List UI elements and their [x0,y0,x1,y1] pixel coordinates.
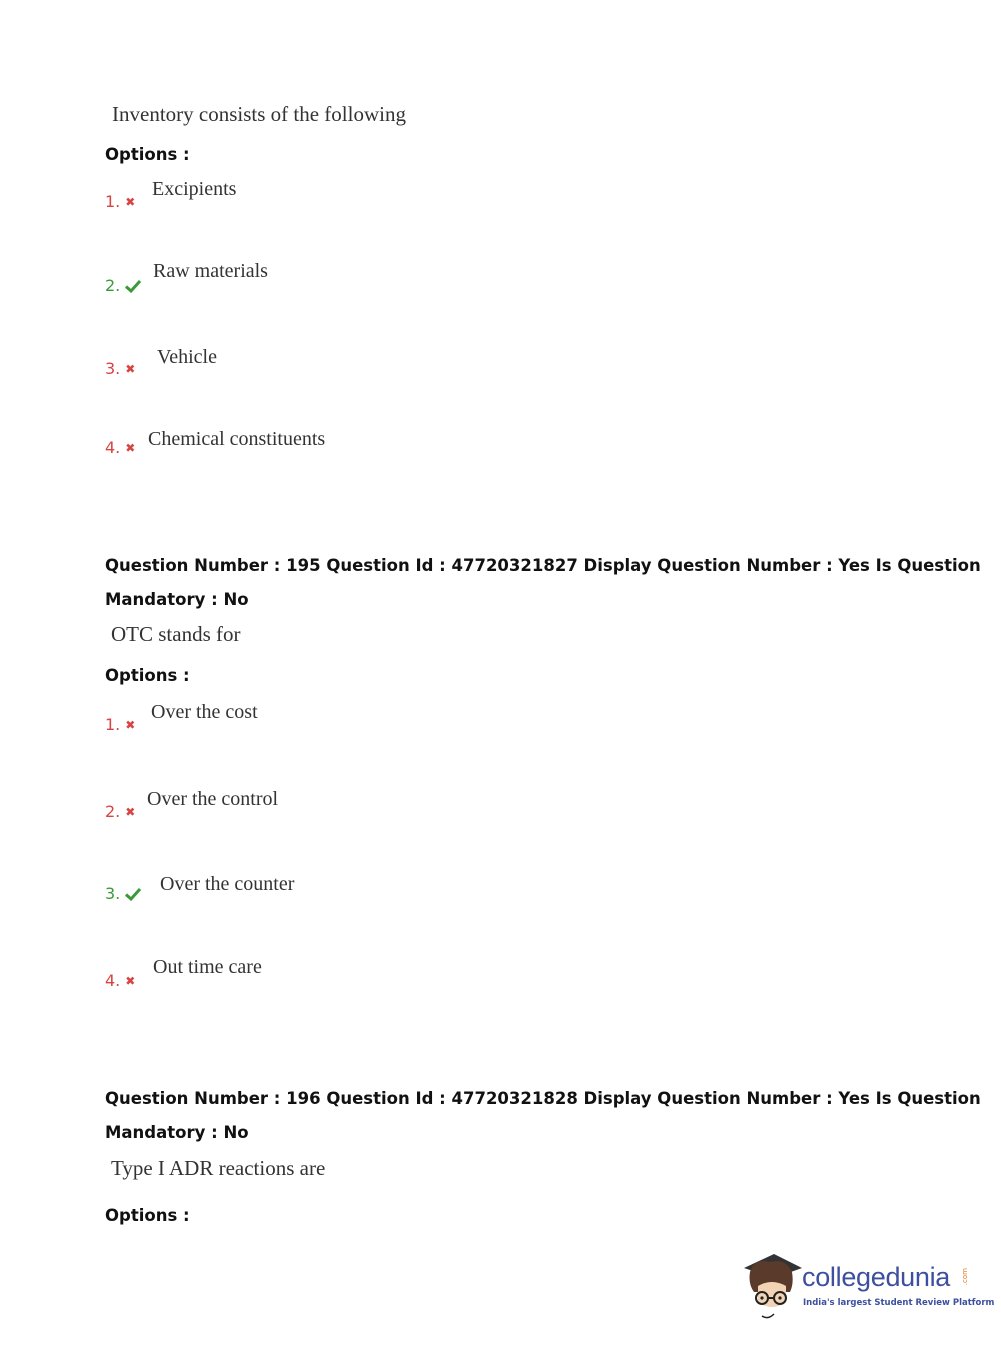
option-194-3-text: Vehicle [157,346,217,368]
option-number: 1. [105,715,121,734]
option-number: 4. [105,438,121,457]
option-194-2-marker [105,276,141,295]
option-194-4-text: Chemical constituents [148,428,326,450]
question-195-mandatory: Mandatory : No [105,590,249,609]
question-196-text: Type I ADR reactions are [111,1156,326,1180]
question-195-text: OTC stands for [111,622,241,646]
cross-icon: ✖ [125,361,136,376]
collegedunia-logo [740,1248,995,1320]
option-194-3-marker [105,359,135,378]
option-194-1-marker [105,192,135,211]
check-icon [125,279,141,293]
option-195-4-marker [105,971,135,990]
option-number: 3. [105,359,121,378]
options-label-194: Options : [105,145,190,164]
cross-icon: ✖ [125,194,136,209]
option-195-2-text: Over the control [147,788,279,810]
option-195-3-marker [105,884,141,903]
logo-wordmark: collegedunia [802,1262,951,1292]
question-194-text: Inventory consists of the following [112,102,406,126]
option-number: 4. [105,971,121,990]
option-195-4-text: Out time care [153,956,262,978]
logo-tagline: India's largest Student Review Platform [803,1298,995,1308]
mascot-icon [740,1248,802,1320]
options-label-195: Options : [105,666,190,685]
options-label-196: Options : [105,1206,190,1225]
option-195-1-marker [105,715,135,734]
check-icon [125,887,141,901]
cross-icon: ✖ [125,804,136,819]
option-194-4-marker [105,438,135,457]
question-196-mandatory: Mandatory : No [105,1123,249,1142]
option-194-2-text: Raw materials [153,260,268,282]
option-194-1-text: Excipients [152,178,237,200]
option-number: 2. [105,276,121,295]
option-195-3-text: Over the counter [160,873,295,895]
question-195-meta: Question Number : 195 Question Id : 47720321827 Display Question Number : Yes Is Question [105,556,981,575]
cross-icon: ✖ [125,440,136,455]
cross-icon: ✖ [125,717,136,732]
option-number: 1. [105,192,121,211]
question-196-meta: Question Number : 196 Question Id : 47720321828 Display Question Number : Yes Is Question [105,1089,981,1108]
option-195-2-marker [105,802,135,821]
cross-icon: ✖ [125,973,136,988]
option-195-1-text: Over the cost [151,701,258,723]
option-number: 3. [105,884,121,903]
option-number: 2. [105,802,121,821]
logo-com: .com [961,1268,969,1286]
